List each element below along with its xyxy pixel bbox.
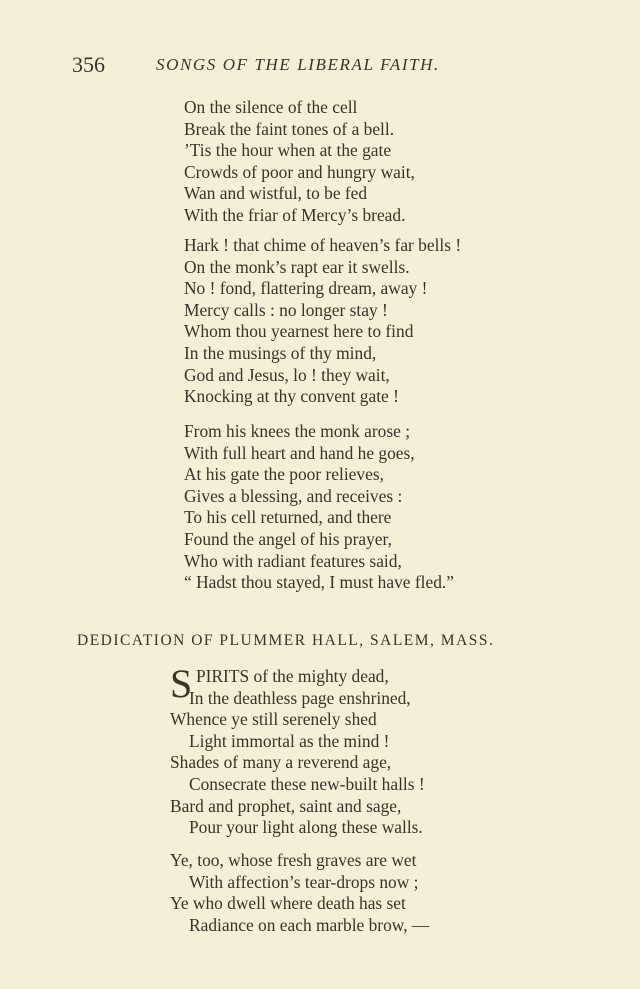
drop-cap: S [170,661,193,706]
poem-title: DEDICATION OF PLUMMER HALL, SALEM, MASS. [77,632,495,649]
poem-line: On the monk’s rapt ear it swells. [184,256,410,277]
poem-line: Ye, too, whose fresh graves are wet [170,850,417,870]
poem-line: Shades of many a reverend age, [170,752,392,773]
page-header [72,52,492,80]
poem-line: With the friar of Mercy’s bread. [184,204,406,225]
poem-line: Who with radiant features said, [184,550,402,571]
page-number: 356 [72,52,105,77]
poem-line: God and Jesus, lo ! they wait, [184,364,390,385]
poem1-stanza-2 [184,235,461,408]
poem-line: No ! fond, flattering dream, away ! [184,278,428,299]
poem-line: Radiance on each marble brow, — [189,914,430,935]
poem-line: Light immortal as the mind ! [189,730,390,751]
poem-line: Whom thou yearnest here to find [184,321,414,342]
poem-line: Found the angel of his prayer, [184,528,392,549]
poem-line: Mercy calls : no longer stay ! [184,299,388,320]
poem-line: ’Tis the hour when at the gate [184,140,392,161]
poem-line: Ye who dwell where death has set [170,893,406,914]
poem-line: Consecrate these new-built halls ! [189,773,425,794]
poem2-stanza-1 [170,661,425,839]
poem1-stanza-1 [184,97,415,227]
running-head: SONGS OF THE LIBERAL FAITH. [156,55,440,74]
poem-line: Break the faint tones of a bell. [184,118,395,139]
poem-line: With affection’s tear-drops now ; [189,871,419,892]
poem-line: Wan and wistful, to be fed [184,183,368,204]
poem1-stanza-3 [184,421,454,594]
poem-line: “ Hadst thou stayed, I must have fled.” [184,572,454,593]
poem-line: Gives a blessing, and receives : [184,485,403,506]
poem-line: At his gate the poor relieves, [184,464,384,485]
poem-line: In the deathless page enshrined, [189,687,411,708]
poem-line: Pour your light along these walls. [189,817,423,838]
poem-line: PIRITS of the mighty dead, [196,666,389,686]
poem-line: With full heart and hand he goes, [184,442,415,463]
poem-line: Bard and prophet, saint and sage, [170,795,402,816]
poem-line: Knocking at thy convent gate ! [184,386,399,407]
poem-line: In the musings of thy mind, [184,342,377,363]
poem2-stanza-2 [170,850,429,936]
poem-line: To his cell returned, and there [184,507,392,528]
poem-line: On the silence of the cell [184,97,358,117]
poem-line: Hark ! that chime of heaven’s far bells ! [184,235,462,255]
poem-line: Crowds of poor and hungry wait, [184,161,415,182]
poem-line: From his knees the monk arose ; [184,421,411,441]
poem-line: Whence ye still serenely shed [170,709,377,730]
